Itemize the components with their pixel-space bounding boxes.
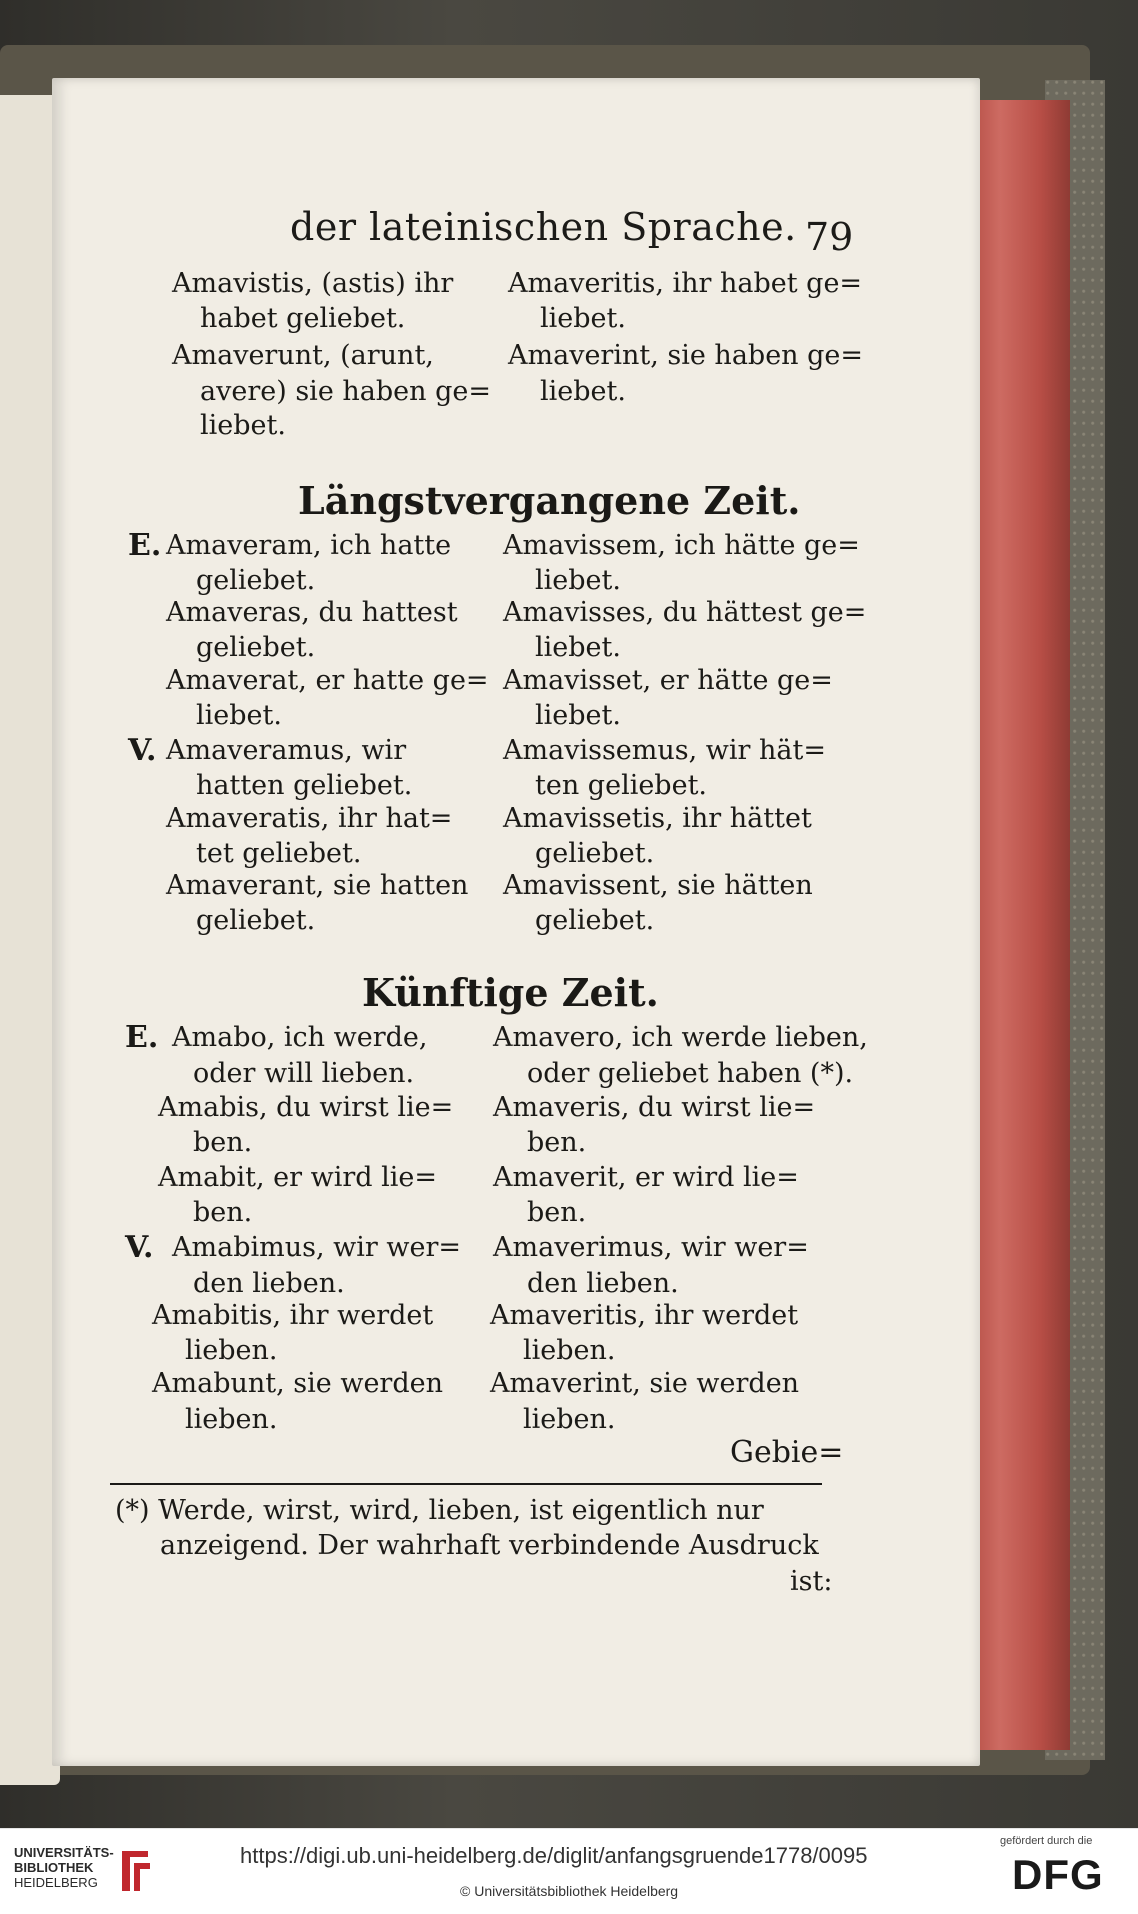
text-line: Amabunt, sie werden [152,1368,443,1399]
footnote-line: ist: [790,1566,833,1597]
text-line: Amaveris, du wirst lie= [493,1092,816,1123]
text-line: oder will lieben. [193,1058,415,1089]
text-line: den lieben. [193,1268,345,1299]
text-line: ben. [527,1127,587,1158]
library-name-line: UNIVERSITÄTS- [14,1845,114,1860]
text-line: geliebet. [196,565,316,596]
text-line: Amaveritis, ihr habet ge= [508,268,863,299]
text-line: Amavisset, er hätte ge= [503,665,833,696]
dfg-logo[interactable]: DFG [1012,1851,1104,1898]
funded-by-label: gefördert durch die [1000,1835,1093,1847]
viewer-footer [0,1828,1138,1914]
text-line: lieben. [185,1404,278,1435]
text-line: geliebet. [196,632,316,663]
text-line: Amaverint, sie werden [490,1368,800,1399]
library-name-line: HEIDELBERG [14,1875,98,1890]
text-line: lieben. [523,1404,616,1435]
library-name-line: BIBLIOTHEK [14,1860,94,1875]
text-line: hatten geliebet. [196,770,413,801]
text-line: liebet. [535,700,621,731]
text-line: Amabis, du wirst lie= [158,1092,454,1123]
library-emblem-icon [118,1847,154,1895]
text-line: Amaveramus, wir [166,735,407,766]
text-line: Amaveratis, ihr hat= [166,803,453,834]
text-line: Amaverit, er wird lie= [493,1162,799,1193]
section-title: Künftige Zeit. [362,970,659,1015]
text-line: ben. [193,1197,253,1228]
text-line: habet geliebet. [200,303,406,334]
text-line: Amaverimus, wir wer= [493,1232,809,1263]
text-line: Amavistis, (astis) ihr [172,268,454,299]
text-line: liebet. [540,303,626,334]
text-line: ben. [193,1127,253,1158]
text-line: lieben. [185,1335,278,1366]
text-line: tet geliebet. [196,838,362,869]
text-line: Amabimus, wir wer= [172,1232,461,1263]
text-line: geliebet. [535,905,655,936]
text-line: den lieben. [527,1268,679,1299]
page-edge-red [970,100,1070,1750]
section-title: Längstvergangene Zeit. [298,478,801,523]
row-marker: E. [128,528,162,563]
row-marker: E. [125,1020,159,1055]
text-line: Amavissemus, wir hät= [503,735,826,766]
text-line: Amabit, er wird lie= [158,1162,437,1193]
text-line: Amavisses, du hättest ge= [503,597,867,628]
footnote-line: anzeigend. Der wahrhaft verbindende Ausdruck [160,1530,819,1561]
text-line: Amaverunt, (arunt, [172,340,434,371]
text-line: Amaverant, sie hatten [166,870,469,901]
text-line: Amavero, ich werde lieben, [493,1022,868,1053]
text-line: liebet. [200,410,286,441]
text-line: Amaverint, sie haben ge= [508,340,864,371]
text-line: liebet. [535,632,621,663]
catchword: Gebie= [730,1435,844,1470]
text-line: liebet. [196,700,282,731]
running-head: der lateinischen Sprache. [290,205,797,249]
footnote-line: (*) Werde, wirst, wird, lieben, ist eigentlich nur [115,1495,764,1526]
copyright: © Universitätsbibliothek Heidelberg [460,1883,679,1899]
text-line: Amaverat, er hatte ge= [166,665,489,696]
row-marker: V. [128,733,157,768]
library-logo[interactable] [14,1845,114,1890]
text-line: geliebet. [535,838,655,869]
footnote-rule [110,1483,822,1485]
text-line: Amaveras, du hattest [166,597,458,628]
text-line: Amavissent, sie hätten [503,870,813,901]
row-marker: V. [125,1230,154,1265]
permalink[interactable]: https://digi.ub.uni-heidelberg.de/diglit/anfangsgruende1778/0095 [240,1843,868,1868]
text-line: ben. [527,1197,587,1228]
text-line: Amabitis, ihr werdet [152,1300,434,1331]
page-number: 79 [805,215,854,259]
text-line: Amavissetis, ihr hättet [503,803,812,834]
text-line: Amaveram, ich hatte [166,530,452,561]
text-line: Amaveritis, ihr werdet [490,1300,799,1331]
text-line: ten geliebet. [535,770,708,801]
text-line: oder geliebet haben (*). [527,1058,854,1089]
text-line: liebet. [540,376,626,407]
text-line: geliebet. [196,905,316,936]
text-line: lieben. [523,1335,616,1366]
text-line: liebet. [535,565,621,596]
text-line: Amavissem, ich hätte ge= [503,530,860,561]
text-line: avere) sie haben ge= [200,376,491,407]
text-line: Amabo, ich werde, [172,1022,428,1053]
left-page-sliver [0,95,60,1785]
